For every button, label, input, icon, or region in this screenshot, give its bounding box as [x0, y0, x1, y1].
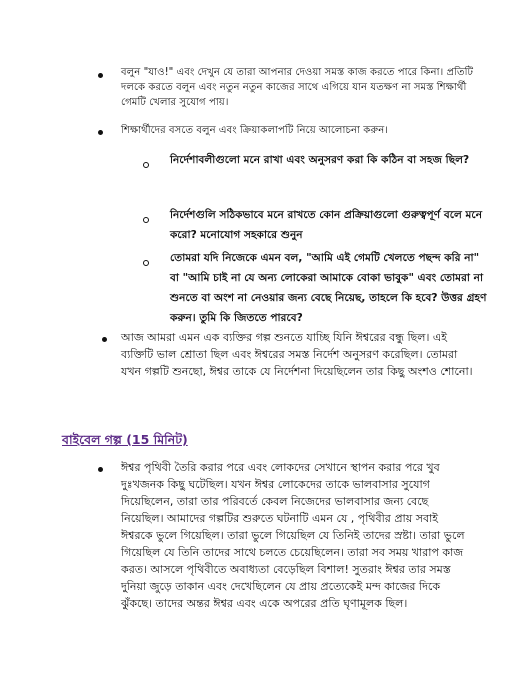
question-item: নির্দেশগুলি সঠিকভাবে মনে রাখতে কোন প্রক্রিয়াগুলো গুরুত্বপূর্ণ বলে মনে করো? মনোযোগ সহকারে শুনুন	[170, 209, 483, 241]
section-heading: বাইবেল গল্প (15 মিনিট)	[62, 432, 188, 447]
subbullet-marker	[143, 260, 149, 266]
subbullet-marker	[143, 217, 149, 223]
bullet-marker	[98, 467, 103, 472]
bullet-marker	[98, 130, 103, 135]
bullet-marker	[98, 73, 103, 78]
subbullet-marker	[143, 162, 149, 168]
question-item: নির্দেশাবলীগুলো মনে রাখা এবং অনুসরণ করা কি কঠিন বা সহজ ছিল?	[170, 154, 470, 166]
bullet-marker	[102, 337, 107, 342]
discussion-paragraph: শিক্ষার্থীদের বসতে বলুন এবং ক্রিয়াকলাপটি নিয়ে আলোচনা করুন।	[121, 125, 388, 136]
instruction-paragraph: বলুন "যাও!" এবং দেখুন যে তারা আপনার দেওয়া সমস্ত কাজ করতে পারে কিনা। প্রতিটি দলকে করতে বলুন এবং নতুন নতুন কাজের সাথে এগিয়ে যান যতক্ষণ না সমস্ত শিক্ষার্থী গেমটি খেলার সুযোগ পায়।	[121, 67, 474, 108]
question-item: তোমরা যদি নিজেকে এমন বল, "আমি এই গেমটি খেলতে পছন্দ করি না" বা "আমি চাই না যে অন্য লোকেরা আমাকে বোকা ভাবুক" এবং তোমরা না শুনতে বা অংশ না নেওয়ার জন্য বেছে নিয়েছ, তাহলে কি হবে? উত্তর গ্রহণ করুন। তুমি কি জিততে পারবে?	[170, 252, 487, 324]
story-intro-paragraph: আজ আমরা এমন এক ব্যক্তির গল্প শুনতে যাচ্ছি যিনি ঈশ্বরের বন্ধু ছিল। এই ব্যক্তিটি ভাল শ্রোতা ছিল এবং ঈশ্বরের সমস্ত নির্দেশ অনুসরণ করেছিল। তোমরা যখন গল্পটি শুনছো, ঈশ্বর তাকে যে নির্দেশনা দিয়েছিলেন তার কিছু অংশও শোনো।	[121, 331, 473, 378]
story-paragraph: ঈশ্বর পৃথিবী তৈরি করার পরে এবং লোকদের সেখানে স্থাপন করার পরে খুব দুঃখজনক কিছু ঘটেছিল। যখন ঈশ্বর লোকেদের তাকে ভালবাসার সুযোগ দিয়েছিলেন, তারা তার পরিবর্তে কেবল নিজেদের ভালবাসার জন্য বেছে নিয়েছিল। আমাদের গল্পটির শুরুতে ঘটনাটি এমন যে , পৃথিবীর প্রায় সবাই ঈশ্বরকে ভুলে গিয়েছিল। তারা ভুলে গিয়েছিল যে তিনিই তাদের স্রষ্টা। তারা ভুলে গিয়েছিল যে তিনি তাদের সাথে চলতে চেয়েছিলেন। তারা সব সময় খারাপ কাজ করত। আসলে পৃথিবীতে অবাধ্যতা বেড়েছিল বিশাল! সুতরাং ঈশ্বর তার সমস্ত দুনিয়া জুড়ে তাকান এবং দেখেছিলেন যে প্রায় প্রত্যেকেই মন্দ কাজের দিকে ঝুঁকছে। তাদের অন্তর ঈশ্বর এবং একে অপরের প্রতি ঘৃণামূলক ছিল।	[121, 461, 465, 610]
